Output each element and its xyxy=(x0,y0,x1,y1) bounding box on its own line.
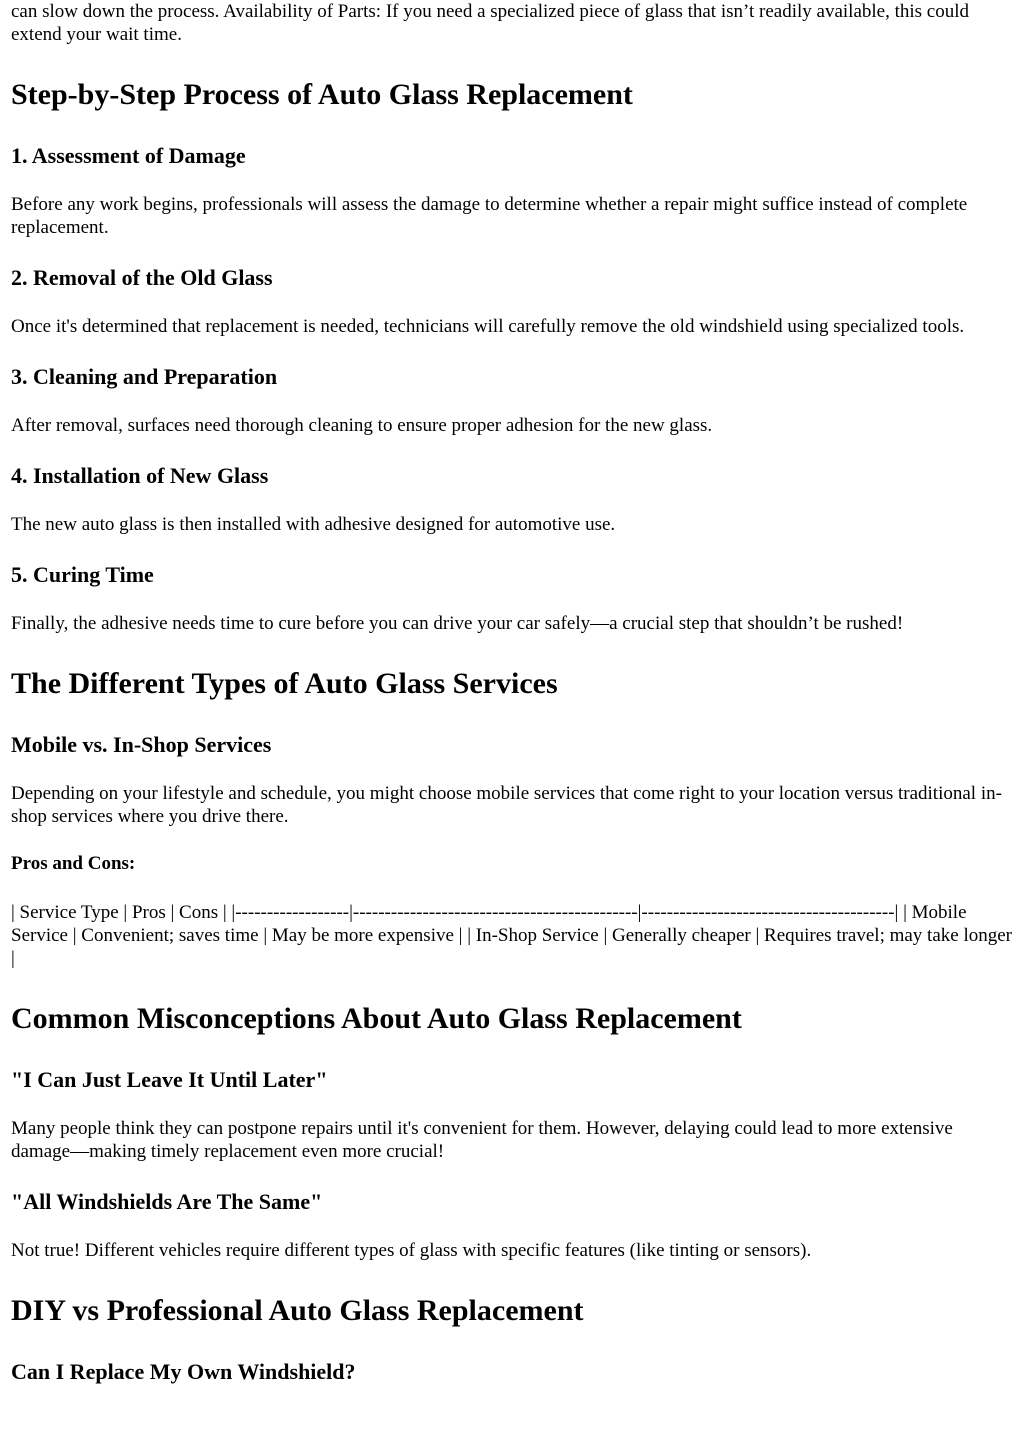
diy-subheading: Can I Replace My Own Windshield? xyxy=(11,1359,356,1384)
step-3-text: After removal, surfaces need thorough cleaning to ensure proper adhesion for the new glass. xyxy=(11,415,713,436)
misconception-1-title: "I Can Just Leave It Until Later" xyxy=(11,1067,328,1092)
types-subheading: Mobile vs. In-Shop Services xyxy=(11,732,272,757)
misconception-2-title: "All Windshields Are The Same" xyxy=(11,1189,323,1214)
diy-heading: DIY vs Professional Auto Glass Replacement xyxy=(11,1294,584,1327)
process-heading: Step-by-Step Process of Auto Glass Replacement xyxy=(11,78,633,111)
step-4-title: 4. Installation of New Glass xyxy=(11,463,269,488)
misconception-2-text: Not true! Different vehicles require different types of glass with specific features (like tinting or sensors). xyxy=(11,1240,812,1261)
step-5-text: Finally, the adhesive needs time to cure before you can drive your car safely—a crucial step that shouldn’t be rushed! xyxy=(11,613,904,634)
step-4-text: The new auto glass is then installed with adhesive designed for automotive use. xyxy=(11,514,616,535)
pros-cons-table-text: | Service Type | Pros | Cons | |------------------|---------------------------------------------|----------------------------------------| | Mobile Service | Convenient; saves time | May be more expensive | | In-Shop Service | Generally cheaper | Requires travel; may take longer | xyxy=(11,902,1012,969)
misconceptions-heading: Common Misconceptions About Auto Glass Replacement xyxy=(11,1002,742,1035)
step-2-title: 2. Removal of the Old Glass xyxy=(11,265,273,290)
step-1-title: 1. Assessment of Damage xyxy=(11,143,246,168)
step-3-title: 3. Cleaning and Preparation xyxy=(11,364,278,389)
intro-paragraph: can slow down the process. Availability of Parts: If you need a specialized piece of glass that isn’t readily available, this could extend your wait time. xyxy=(11,1,969,45)
step-2-text: Once it's determined that replacement is needed, technicians will carefully remove the old windshield using specialized tools. xyxy=(11,316,965,337)
misconception-1-text: Many people think they can postpone repairs until it's convenient for them. However, delaying could lead to more extensive damage—making timely replacement even more crucial! xyxy=(11,1118,953,1162)
types-heading: The Different Types of Auto Glass Services xyxy=(11,667,558,700)
types-text: Depending on your lifestyle and schedule, you might choose mobile services that come right to your location versus traditional in-shop services where you drive there. xyxy=(11,783,1002,827)
step-5-title: 5. Curing Time xyxy=(11,562,154,587)
step-1-text: Before any work begins, professionals will assess the damage to determine whether a repair might suffice instead of complete replacement. xyxy=(11,194,968,238)
pros-cons-label: Pros and Cons: xyxy=(11,853,136,874)
